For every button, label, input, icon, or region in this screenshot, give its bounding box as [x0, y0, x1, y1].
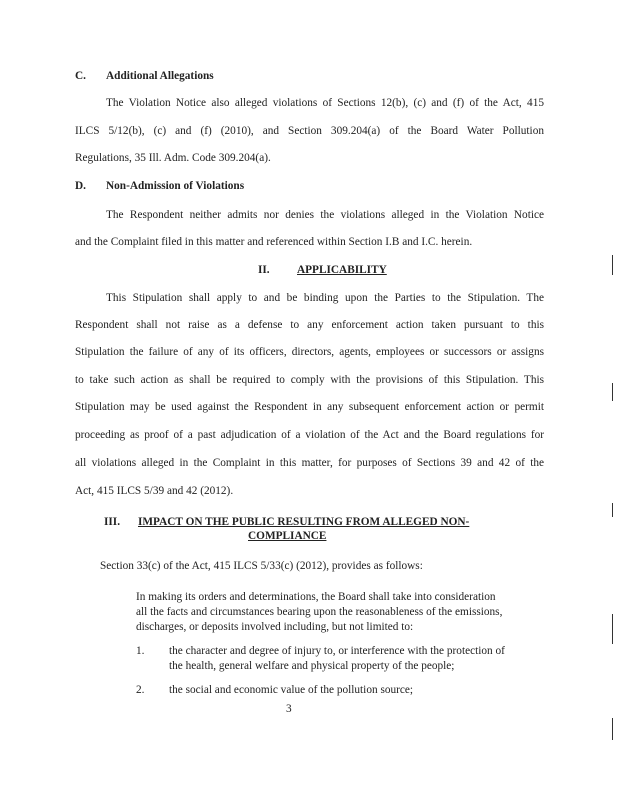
paragraph-line: Respondent shall not raise as a defense to any enforcement action taken pursuant to this: [75, 319, 544, 331]
scan-artifact: [612, 614, 613, 644]
paragraph-line: proceeding as proof of a past adjudication of a violation of the Act and the Board regulations for: [75, 429, 544, 441]
scan-artifact: [612, 255, 613, 275]
section-ii-title: APPLICABILITY: [297, 264, 387, 276]
section-iii-intro: Section 33(c) of the Act, 415 ILCS 5/33(c) (2012), provides as follows:: [100, 560, 423, 572]
section-ii-number: II.: [258, 264, 270, 276]
paragraph-line: Regulations, 35 Ill. Adm. Code 309.204(a).: [75, 152, 271, 164]
section-d-title: Non-Admission of Violations: [106, 180, 245, 192]
paragraph-line: Stipulation the failure of any of its officers, directors, agents, employees or successors or assigns: [75, 346, 544, 358]
scan-artifact: [612, 503, 613, 517]
list-item-line: the health, general welfare and physical property of the people;: [169, 660, 455, 672]
paragraph-line: Stipulation may be used against the Respondent in any subsequent enforcement action or permit: [75, 401, 544, 413]
list-item-line: the social and economic value of the pollution source;: [169, 684, 414, 696]
scan-artifact: [612, 383, 613, 401]
paragraph-line: The Respondent neither admits nor denies the violations alleged in the Violation Notice: [106, 209, 544, 221]
paragraph-line: The Violation Notice also alleged violations of Sections 12(b), (c) and (f) of the Act, 415: [106, 97, 544, 109]
section-iii-number: III.: [104, 516, 121, 528]
section-iii-title-cont: COMPLIANCE: [248, 530, 327, 542]
paragraph-line: This Stipulation shall apply to and be binding upon the Parties to the Stipulation. The: [106, 292, 544, 304]
paragraph-line: Act, 415 ILCS 5/39 and 42 (2012).: [75, 485, 234, 497]
section-c-number: C.: [75, 70, 86, 82]
paragraph-line: and the Complaint filed in this matter and referenced within Section I.B and I.C. herein.: [75, 236, 473, 248]
list-item-number: 1.: [136, 645, 145, 657]
section-c-title: Additional Allegations: [106, 70, 214, 82]
section-iii-title: IMPACT ON THE PUBLIC RESULTING FROM ALLEGED NON-: [138, 516, 470, 528]
paragraph-line: all violations alleged in the Complaint in this matter, for purposes of Sections 39 and 42 of the: [75, 457, 544, 469]
section-d-number: D.: [75, 180, 86, 192]
paragraph-line: to take such action as shall be required to comply with the provisions of this Stipulation. This: [75, 374, 544, 386]
list-item-number: 2.: [136, 684, 145, 696]
quote-line: discharges, or deposits involved including, but not limited to:: [136, 621, 414, 633]
page-number: 3: [286, 703, 292, 715]
quote-line: In making its orders and determinations, the Board shall take into consideration: [136, 591, 496, 603]
paragraph-line: ILCS 5/12(b), (c) and (f) (2010), and Section 309.204(a) of the Board Water Pollution: [75, 125, 544, 137]
scan-artifact: [612, 718, 613, 740]
quote-line: all the facts and circumstances bearing upon the reasonableness of the emissions,: [136, 606, 503, 618]
list-item-line: the character and degree of injury to, or interference with the protection of: [169, 645, 505, 657]
